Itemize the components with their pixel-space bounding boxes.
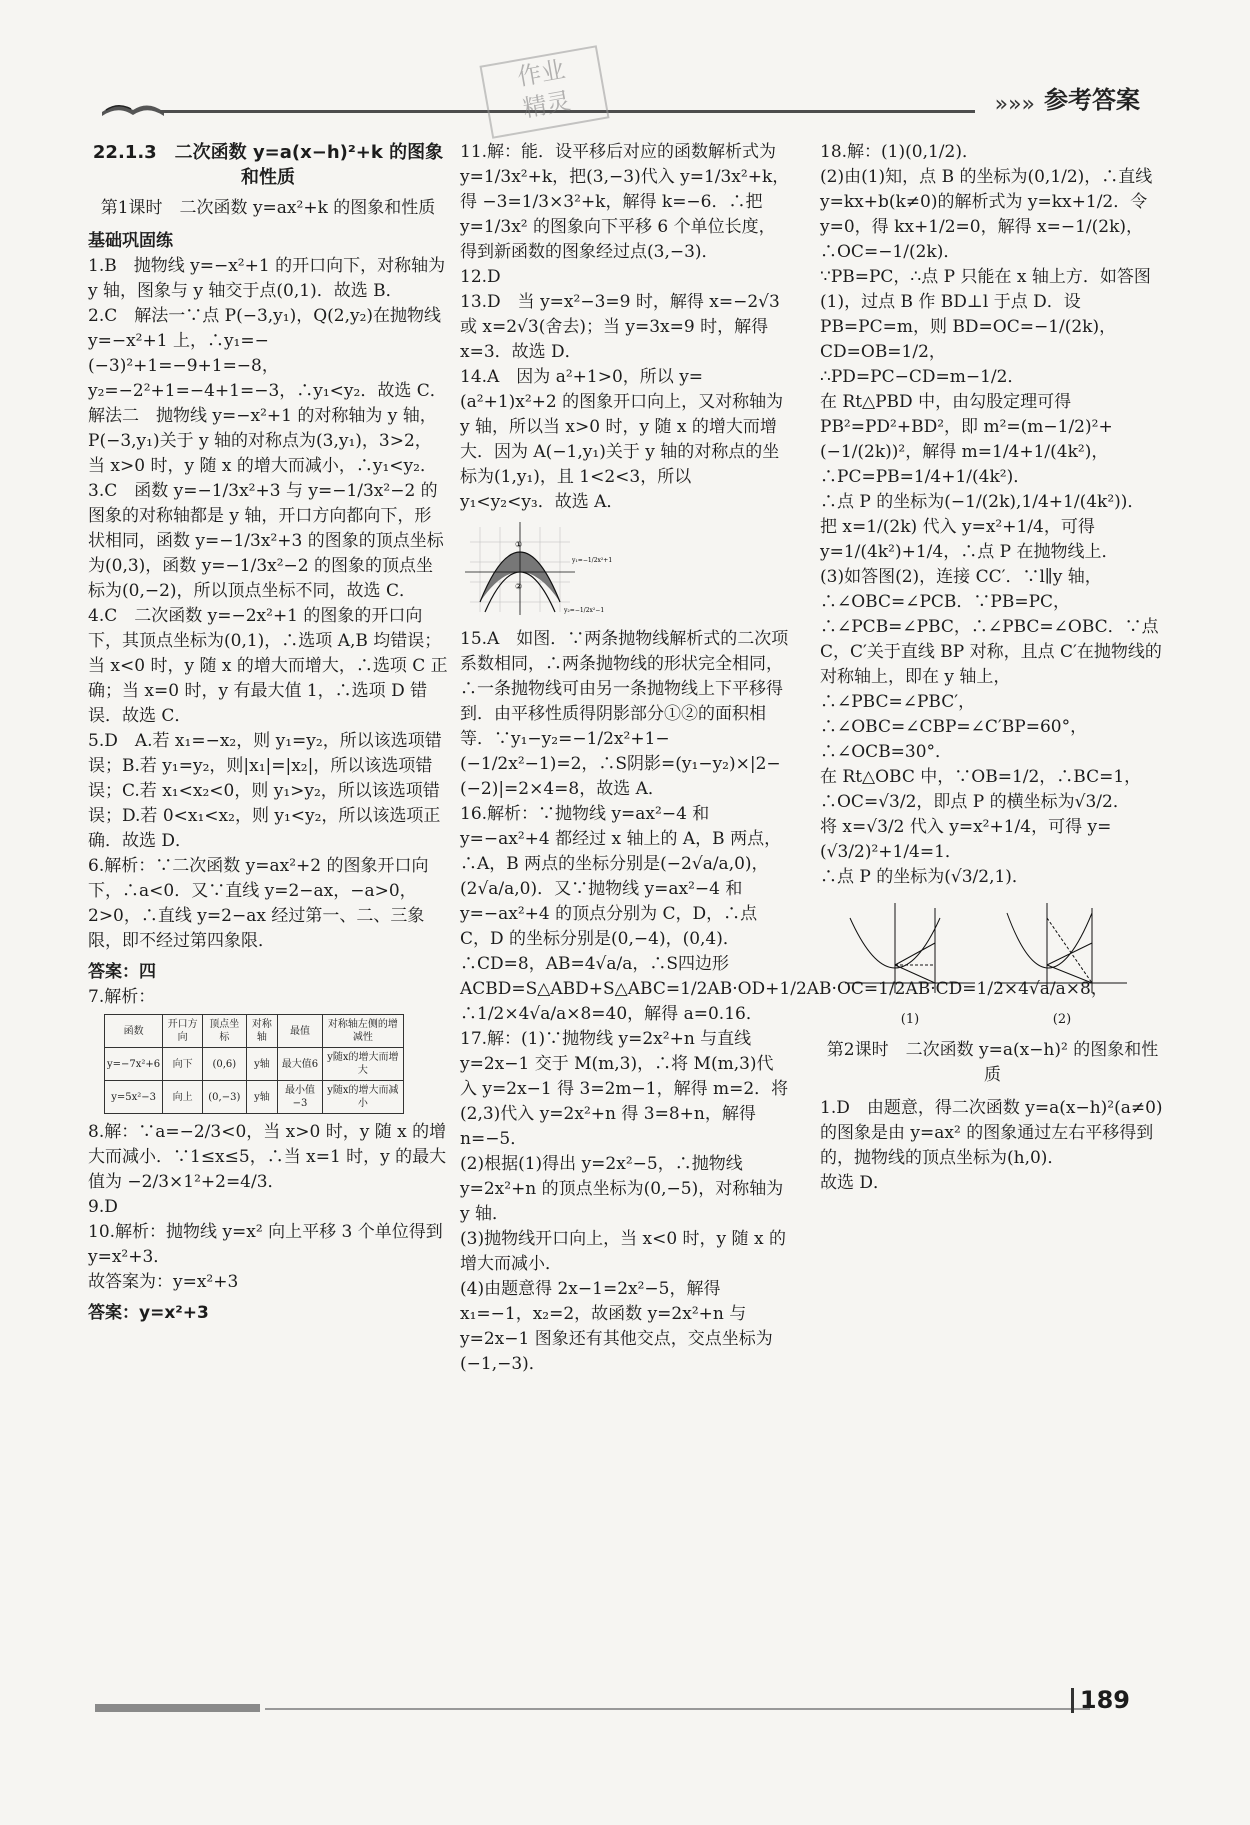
answer-item: 解法二 抛物线 y=−x²+1 的对称轴为 y 轴，P(−3,y₁)关于 y 轴的对称点为(3,y₁)，3>2，当 x>0 时，y 随 x 的增大而减小，∴y₁<y₂． [88, 406, 437, 476]
basic-label: 基础巩固练 [88, 231, 173, 251]
table-cell: y=−7x²+6 [105, 1048, 163, 1081]
answer-item: (2)根据(1)得出 y=2x²−5，∴抛物线 y=2x²+n 的顶点坐标为(0,−5)，对称轴为 y 轴． [460, 1154, 789, 1224]
page-header [90, 86, 1140, 120]
table-header: 对称轴左侧的增减性 [322, 1015, 403, 1048]
answer-item: (3)抛物线开口向上，当 x<0 时，y 随 x 的增大而减小． [460, 1229, 786, 1274]
answer-item: 5.D A.若 x₁=−x₂，则 y₁=y₂，所以该选项错误；B.若 y₁=y₂，则|x₁|=|x₂|，所以该选项错误；C.若 x₁<x₂<0，则 y₁>y₂，所以该选项错误；D.若 0<x₁<x₂，则 y₁<y₂，所以该选项正确．故选 D． [88, 731, 442, 851]
answer-figures [840, 898, 1165, 1032]
answer-item: 9.D [88, 1197, 118, 1217]
table-header: 函数 [105, 1015, 163, 1048]
table-row [105, 1048, 404, 1081]
graph-1 [840, 898, 980, 998]
answer-item: 4.C 二次函数 y=−2x²+1 的图象的开口向下，其顶点坐标为(0,1)，∴选项 A,B 均错误；当 x<0 时，y 随 x 的增大而增大，∴选项 C 正确；当 x=0 时，y 有最大值 1，∴选项 D 错误．故选 C． [88, 606, 448, 726]
answer-item: 将 x=√3/2 代入 y=x²+1/4，可得 y=(√3/2)²+1/4=1． [820, 817, 1112, 862]
answer-item: (3)如答图(2)，连接 CC′．∵l∥y 轴，∴∠OBC=∠PCB．∵PB=PC，∴∠PCB=∠PBC，∴∠PBC=∠OBC．∵点 C，C′关于直线 BP 对称，且点 C′在抛物线的对称轴上，即在 y 轴上，∴∠PBC=∠PBC′，∴∠OBC=∠CBP=∠C′BP=60°，∴∠OCB=30°． [820, 567, 1165, 762]
table-cell: 最小值−3 [278, 1081, 323, 1114]
stamp-line2: 精灵 [520, 86, 573, 123]
table-header-row [105, 1015, 404, 1048]
header-title: 参考答案 [1044, 86, 1140, 114]
region-label-2: ② [515, 582, 523, 591]
graph-caption: (1) [900, 1012, 920, 1027]
page-number: 189 [1071, 1688, 1130, 1713]
table-cell: (0,6) [203, 1048, 247, 1081]
graph-caption: (2) [1052, 1012, 1072, 1027]
table-header: 顶点坐标 [203, 1015, 247, 1048]
header-arrows: »»» [994, 92, 1035, 117]
graph-2 [992, 898, 1132, 998]
answer-item: 3.C 函数 y=−1/3x²+3 与 y=−1/3x²−2 的图象的对称轴都是 y 轴，开口方向都向下，形状相同，函数 y=−1/3x²+3 的图象的顶点坐标为(0,3)，函数 y=−1/3x²−2 的图象的顶点坐标为(0,−2)，所以顶点坐标不同，故选 C． [88, 481, 444, 601]
answer-item: 答案：四 [88, 962, 156, 982]
book-icon [100, 96, 166, 118]
answer-item: 7.解析： [88, 987, 156, 1007]
answer-item: ∴点 P 的坐标为(√3/2,1)． [820, 867, 1029, 887]
answer-item: 17.解：(1)∵抛物线 y=2x²+n 与直线 y=2x−1 交于 M(m,3)，∴将 M(m,3)代入 y=2x−1 得 3=2m−1，解得 m=2．将(2,3)代入 y=2x²+n 得 3=8+n，解得 n=−5． [460, 1029, 789, 1149]
table-cell: y=5x²−3 [105, 1081, 163, 1114]
answer-figure-1 [840, 898, 980, 1032]
answer-item: ∴点 P 的坐标为(−1/(2k),1/4+1/(4k²))． [820, 492, 1145, 512]
watermark-stamp [479, 45, 609, 139]
answer-item: 11.解：能．设平移后对应的函数解析式为 y=1/3x²+k，把(3,−3)代入 y=1/3x²+k，得 −3=1/3×3²+k，解得 k=−6．∴把 y=1/3x² 的图象向下平移 6 个单位长度，得到新函数的图象经过点(3,−3)． [460, 142, 790, 262]
table-header: 开口方向 [163, 1015, 203, 1048]
lesson-title: 第1课时 二次函数 y=ax²+k 的图象和性质 [100, 198, 436, 218]
answer-item: 13.D 当 y=x²−3=9 时，解得 x=−2√3 或 x=2√3(舍去)；当 y=3x=9 时，解得 x=3．故选 D． [460, 292, 786, 362]
table-cell: y随x的增大而增大 [322, 1048, 403, 1081]
answer-item: ∵PB=PC，∴点 P 只能在 x 轴上方．如答图(1)，过点 B 作 BD⊥l 于点 D．设 PB=PC=m，则 BD=OC=−1/(2k)，CD=OB=1/2， [820, 267, 1151, 362]
table-cell: 最大值6 [278, 1048, 323, 1081]
answer-item: 把 x=1/(2k) 代入 y=x²+1/4，可得 y=1/(4k²)+1/4，∴点 P 在抛物线上． [820, 517, 1119, 562]
answer-item: (4)由题意得 2x−1=2x²−5，解得 x₁=−1，x₂=2，故函数 y=2x²+n 与 y=2x−1 图象还有其他交点，交点坐标为(−1,−3)． [460, 1279, 773, 1374]
answer-item: 1.D 由题意，得二次函数 y=a(x−h)²(a≠0)的图象是由 y=ax² 的图象通过左右平移得到的，抛物线的顶点坐标为(h,0)． [820, 1098, 1163, 1168]
section-title: 22.1.3 二次函数 y=a(x−h)²+k 的图象和性质 [92, 142, 444, 188]
answer-figure-2 [992, 898, 1132, 1032]
curve-label-y2: y₂=−1/2x²−1 [564, 607, 605, 614]
answer-item: 故答案为：y=x²+3 [88, 1272, 239, 1292]
answer-item: 18.解：(1)(0,1/2)． [820, 142, 979, 162]
answer-item: 答案：y=x²+3 [88, 1303, 209, 1323]
function-table [104, 1014, 404, 1114]
answer-item: 1.B 抛物线 y=−x²+1 的开口向下，对称轴为 y 轴，图象与 y 轴交于点(0,1)．故选 B． [88, 256, 451, 301]
table-cell: (0,−3) [203, 1081, 247, 1114]
answer-item: 8.解：∵a=−2/3<0，当 x>0 时，y 随 x 的增大而减小．∵1≤x≤5，∴当 x=1 时，y 的最大值为 −2/3×1²+2=4/3． [88, 1122, 447, 1192]
answer-item: (2)由(1)知，点 B 的坐标为(0,1/2)，∴直线 y=kx+b(k≠0)的解析式为 y=kx+1/2．令 y=0，得 kx+1/2=0，解得 x=−1/(2k)，∴OC=−1/(2k)． [820, 167, 1158, 262]
table-cell: 向下 [163, 1048, 203, 1081]
answer-item: 在 Rt△PBD 中，由勾股定理可得 PB²=PD²+BD²，即 m²=(m−1/2)²+(−1/(2k))²，解得 m=1/4+1/(4k²)，∴PC=PB=1/4+1/(4k²)． [820, 392, 1113, 487]
footer-bar [95, 1704, 260, 1712]
answer-item: 故选 D． [820, 1173, 891, 1193]
table-header: 最值 [278, 1015, 323, 1048]
answer-item: 6.解析：∵二次函数 y=ax²+2 的图象开口向下，∴a<0．又∵直线 y=2−ax，−a>0，2>0，∴直线 y=2−ax 经过第一、二、三象限，即不经过第四象限． [88, 856, 429, 951]
curve-label-y1: y₁=−1/2x²+1 [572, 557, 613, 564]
column-1 [88, 140, 451, 1326]
footer-rule [265, 1708, 1090, 1710]
answer-item: 14.A 因为 a²+1>0，所以 y=(a²+1)x²+2 的图象开口向上，又对称轴为 y 轴，所以当 x>0 时，y 随 x 的增大而增大．因为 A(−1,y₁)关于 y 轴的对称点的坐标为(1,y₁)，且 1<2<3，所以 y₁<y₂<y₃．故选 A． [460, 367, 789, 512]
table-cell: 向上 [163, 1081, 203, 1114]
answer-item: 12.D [460, 267, 501, 287]
table-row [105, 1081, 404, 1114]
answer-item: 在 Rt△OBC 中，∵OB=1/2，∴BC=1，∴OC=√3/2，即点 P 的横坐标为√3/2． [820, 767, 1142, 812]
table-header: 对称轴 [246, 1015, 278, 1048]
region-label-1: ① [515, 540, 523, 549]
answer-item: ∴PD=PC−CD=m−1/2． [820, 367, 1025, 387]
column-3 [820, 140, 1165, 1196]
answer-item: 16.解析：∵抛物线 y=ax²−4 和 y=−ax²+4 都经过 x 轴上的 A，B 两点，∴A，B 两点的坐标分别是(−2√a/a,0)，(2√a/a,0)．又∵抛物线 y=ax²−4 和 y=−ax²+4 的顶点分别为 C，D，∴点 C，D 的坐标分别是(0,−4)，(0,4)．∴CD=8，AB=4√a/a，∴S四边形ACBD=S△ABD+S△ABC=1/2AB·OD+1/2AB·OC=1/2AB·CD=1/2×4√a/a×8，∴1/2×4√a/a×8=40，解得 a=0.16． [460, 804, 1108, 1024]
answer-item: 15.A 如图．∵两条抛物线解析式的二次项系数相同，∴两条抛物线的形状完全相同，∴一条抛物线可由另一条抛物线上下平移得到．由平移性质得阴影部分①②的面积相等．∵y₁−y₂=−1/2x²+1−(−1/2x²−1)=2，∴S阴影=(y₁−y₂)×|2−(−2)|=2×4=8，故选 A． [460, 629, 789, 799]
table-cell: y轴 [246, 1081, 278, 1114]
parabola-figure [460, 517, 620, 617]
answer-item: 10.解析：抛物线 y=x² 向上平移 3 个单位得到 y=x²+3． [88, 1222, 449, 1267]
table-cell: y轴 [246, 1048, 278, 1081]
page-footer [95, 1700, 1130, 1710]
table-cell: y随x的增大而减小 [322, 1081, 403, 1114]
answer-item: 2.C 解法一∵点 P(−3,y₁)，Q(2,y₂)在抛物线 y=−x²+1 上，∴y₁=−(−3)²+1=−9+1=−8，y₂=−2²+1=−4+1=−3，∴y₁<y₂．故选 C． [88, 306, 447, 401]
lesson-title-2: 第2课时 二次函数 y=a(x−h)² 的图象和性质 [826, 1040, 1159, 1085]
stamp-line1: 作业 [515, 55, 568, 92]
